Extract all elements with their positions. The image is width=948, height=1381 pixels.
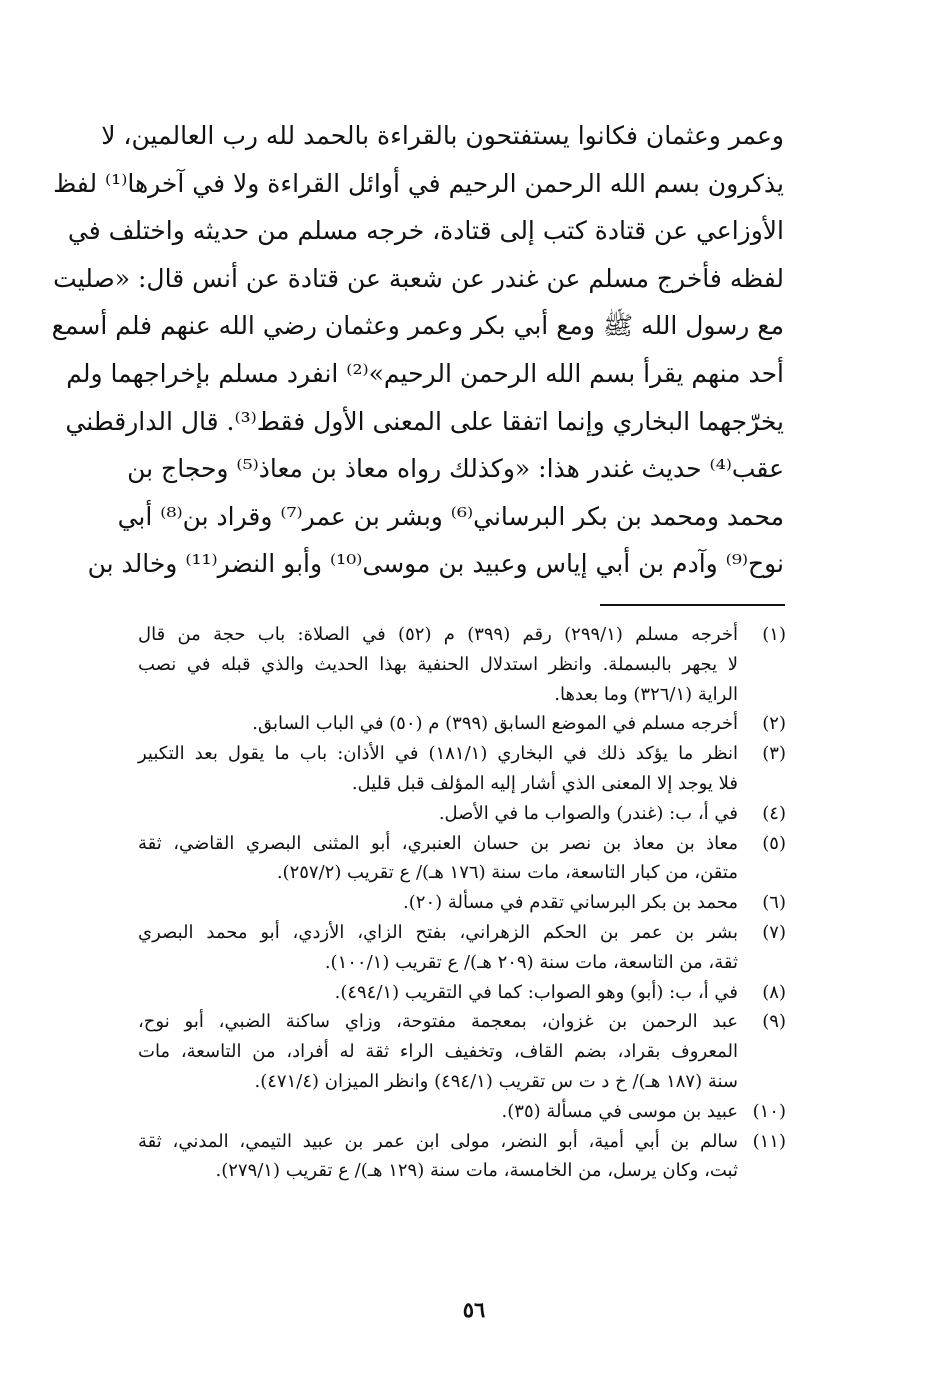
footnote-10 xyxy=(138,1097,786,1127)
footnote-line: الراية (٣٢٦/١) وما بعدها. xyxy=(554,683,738,705)
footnote-number: (٣) xyxy=(762,743,786,765)
main-text-body xyxy=(51,112,784,588)
main-text-line: الأوزاعي عن قتادة كتب إلى قتادة، خرجه مسلم من حديثه واختلف في xyxy=(67,216,784,246)
main-text-line: أحد منهم يقرأ بسم الله الرحمن الرحيم»⁽²⁾ انفرد مسلم بإخراجهما ولم xyxy=(66,358,784,388)
main-text-line: يخرّجهما البخاري وإنما اتفقا على المعنى الأول فقط⁽³⁾. قال الدارقطني xyxy=(65,406,784,436)
footnote-line: لا يجهر بالبسملة. وانظر استدلال الحنفية بهذا الحديث والذي قبله في نصب xyxy=(138,653,738,675)
page-number: ٥٦ xyxy=(462,1297,486,1322)
footnote-line: محمد بن بكر البرساني تقدم في مسألة (٢٠). xyxy=(403,892,738,914)
main-text-line: نوح⁽⁹⁾ وآدم بن أبي إياس وعبيد بن موسى⁽¹⁰⁾ وأبو النضر⁽¹¹⁾ وخالد بن xyxy=(87,549,784,579)
main-text-line: عقب⁽⁴⁾ حديث غندر هذا: «وكذلك رواه معاذ بن معاذ⁽⁵⁾ وحجاج بن xyxy=(127,454,784,484)
footnote-number: (١) xyxy=(762,624,786,645)
footnote-2 xyxy=(138,709,786,739)
footnote-line: في أ، ب: (غندر) والصواب ما في الأصل. xyxy=(438,802,738,824)
footnote-line: بشر بن عمر بن الحكم الزهراني، بفتح الزاي، الأزدي، أبو محمد البصري xyxy=(138,921,738,943)
footnote-8 xyxy=(138,978,786,1008)
footnote-line: في أ، ب: (أبو) وهو الصواب: كما في التقريب (٤٩٤/١). xyxy=(334,981,738,1003)
footnote-number: (٨) xyxy=(762,981,786,1003)
footnote-number: (٩) xyxy=(762,1011,786,1033)
footnote-number: (١١) xyxy=(752,1130,786,1152)
footnote-line: متقن، من كبار التاسعة، مات سنة (١٧٦ هـ)/ ع تقريب (٢٥٧/٢). xyxy=(276,862,738,884)
main-text-line: لفظه فأخرج مسلم عن غندر عن شعبة عن قتادة عن أنس قال: «صليت xyxy=(53,263,784,293)
footnote-6 xyxy=(138,888,786,918)
footnote-separator-rule xyxy=(600,604,785,606)
main-text-line: محمد ومحمد بن بكر البرساني⁽⁶⁾ وبشر بن عمر⁽⁷⁾ وقراد بن⁽⁸⁾ أبي xyxy=(117,501,784,531)
footnote-9 xyxy=(138,1007,786,1096)
footnote-number: (٧) xyxy=(762,921,786,943)
main-text-line: يذكرون بسم الله الرحمن الرحيم في أوائل القراءة ولا في آخرها⁽¹⁾ لفظ xyxy=(53,168,784,198)
footnote-5 xyxy=(138,829,786,889)
footnote-3 xyxy=(138,739,786,799)
footnote-line: فلا يوجد إلا المعنى الذي أشار إليه المؤلف قبل قليل. xyxy=(351,772,738,794)
footnote-number: (١٠) xyxy=(752,1100,786,1122)
footnote-number: (٢) xyxy=(762,713,786,735)
footnote-4 xyxy=(138,799,786,829)
footnote-line: أخرجه مسلم (٢٩٩/١) رقم (٣٩٩) م (٥٢) في الصلاة: باب حجة من قال xyxy=(138,624,738,645)
footnote-line: أخرجه مسلم في الموضع السابق (٣٩٩) م (٥٠) في الباب السابق. xyxy=(252,713,738,735)
footnote-line: المعروف بقراد، بضم القاف، وتخفيف الراء ثقة له أفراد، من التاسعة، مات xyxy=(138,1041,738,1063)
footnote-11 xyxy=(138,1127,786,1187)
footnote-number: (٦) xyxy=(762,892,786,914)
footnote-line: سنة (١٨٧ هـ)/ خ د ت س تقريب (٤٩٤/١) وانظر الميزان (٤٧١/٤). xyxy=(254,1070,738,1092)
footnote-line: انظر ما يؤكد ذلك في البخاري (١٨١/١) في الأذان: باب ما يقول بعد التكبير xyxy=(138,743,739,765)
footnote-number: (٥) xyxy=(762,832,786,854)
footnote-line: عبد الرحمن بن غزوان، بمعجمة مفتوحة، وزاي ساكنة الضبي، أبو نوح، xyxy=(138,1011,738,1033)
main-text-line: وعمر وعثمان فكانوا يستفتحون بالقراءة بالحمد لله رب العالمين، لا xyxy=(101,121,784,150)
footnote-line: معاذ بن معاذ بن نصر بن حسان العنبري، أبو المثنى البصري القاضي، ثقة xyxy=(138,832,738,854)
footnote-line: ثبت، وكان يرسل، من الخامسة، مات سنة (١٢٩ هـ)/ ع تقريب (٢٧٩/١). xyxy=(215,1160,738,1182)
footnote-line: عبيد بن موسى في مسألة (٣٥). xyxy=(501,1100,738,1122)
footnote-line: ثقة، من التاسعة، مات سنة (٢٠٩ هـ)/ ع تقريب (١٠٠/١). xyxy=(324,951,738,973)
footnotes-list xyxy=(138,620,786,1186)
footnote-7 xyxy=(138,918,786,978)
footnote-line: سالم بن أبي أمية، أبو النضر، مولى ابن عمر بن عبيد التيمي، المدني، ثقة xyxy=(138,1130,738,1152)
footnote-1 xyxy=(138,620,786,709)
main-text-line: مع رسول الله ﷺ ومع أبي بكر وعمر وعثمان رضي الله عنهم فلم أسمع xyxy=(51,311,784,341)
footnote-number: (٤) xyxy=(762,802,786,824)
